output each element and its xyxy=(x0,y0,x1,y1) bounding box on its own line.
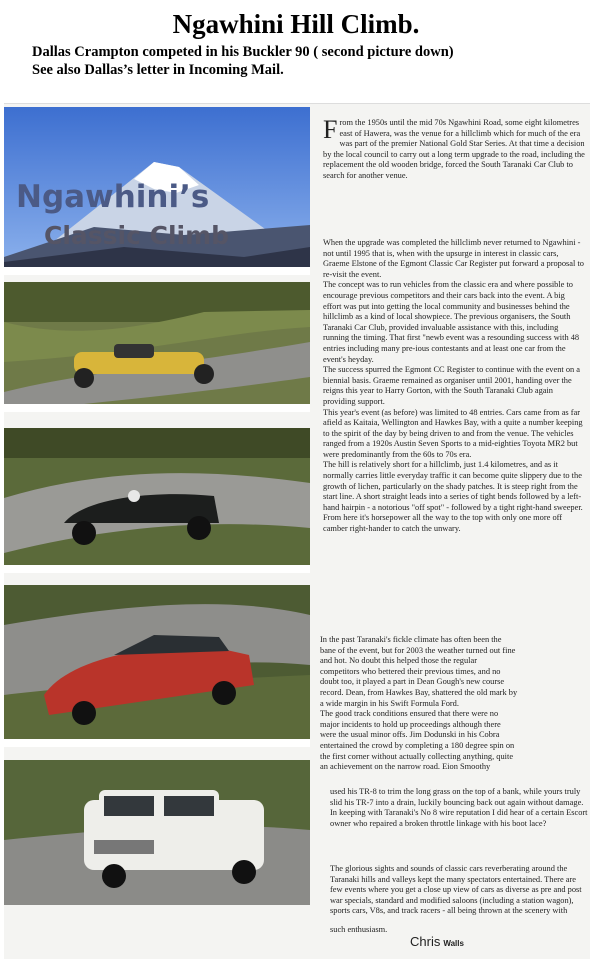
paragraph: This year's event (as before) was limited to 48 entries. Cars came from as far afield as Kaitaia, Wellington and Hawkes Bay, with a quite a number keeping to the spirit of the day by being driven to and from the venue. The vehicles ranged from a 1920s Austin Seven Sports to a mid-eighties Toyota MR2 but were predominantly from the 60s to 70s era. xyxy=(323,407,583,459)
banner-title-line-1: Ngawhini’s xyxy=(16,179,210,215)
paragraph: In the past Taranaki's fickle climate has often been the bane of the event, but for 2003 the weather turned out fine and hot. No doubt this helped those the regular competitors who bettered their previous times, and no doubt too, it played a part in Dean Gough's new course record. Dean, from Hawkes Bay, shattered the old mark by a wide margin in his Swift Formula Ford. xyxy=(320,635,518,708)
paragraph: The concept was to run vehicles from the classic era and where possible to encourage previous competitors and their cars back into the event. A big effort was put into getting the local community and businesses behind the hillclimb as a kind of local showpiece. The previous organisers, the South Taranaki Car Club, provided invaluable assistance with this, including running the timing. That first "newb event was a resounding success with 48 entries including many pre-ious contestants and at least one car from the event's heyday. xyxy=(323,280,580,364)
paragraph: When the upgrade was completed the hillclimb never returned to Ngawhini - not until 1995 that is, when with the upsurge in interest in classic cars, Graeme Elstone of the Egmont Classic Car Register put forward a proposal to re-visit the event. xyxy=(323,238,584,279)
article-column-bottom xyxy=(330,787,588,829)
article-intro xyxy=(323,115,585,182)
banner-title-line-2: Classic Climb xyxy=(44,221,230,250)
paragraph: The success spurred the Egmont CC Register to continue with the event on a biennial basis. Graeme remained as organiser until 2001, handing over the reigns this year to Harry Gorton, with the South Taranaki Club again providing support. xyxy=(323,365,581,406)
signature-first-name: Chris xyxy=(410,934,441,949)
paragraph: used his TR-8 to trim the long grass on the top of a bank, while yours truly slid his TR-7 into a drain, luckily bouncing back out again without damage. xyxy=(330,787,584,807)
race-car-photo-buckler xyxy=(4,282,310,412)
paragraph: The glorious sights and sounds of classic cars reverberating around the Taranaki hills and valleys kept the many spectators entertained. There are few events where you get a close up view of cars as diverse as pre and post war specials, standard and modified saloons (including a station wagon), sports cars, V8s, and track racers - all being thrown at the scenery with xyxy=(330,864,582,916)
page-title: Ngawhini Hill Climb. xyxy=(172,9,420,39)
subtitle-line-2: See also Dallas’s letter in Incoming Mail. xyxy=(32,62,284,78)
subtitle-line-1: Dallas Crampton competed in his Buckler 90 ( second picture down) xyxy=(32,44,454,60)
page-subtitle xyxy=(32,43,572,79)
article-column-main xyxy=(323,238,585,535)
race-car-photo-white-saloon xyxy=(4,760,310,905)
banner-mountain-photo xyxy=(4,107,310,275)
drop-cap: F xyxy=(323,115,338,144)
paragraph: The good track conditions ensured that there were no major incidents to hold up proceedings although there were the usual minor offs. Jim Dodunski in his Cobra entertained the crowd by completing a 180 degree spin on the first corner without actually collecting anything, quite an achievement on the narrow road. Eion Smoothy xyxy=(320,709,515,772)
intro-paragraph: rom the 1950s until the mid 70s Ngawhini Road, some eight kilometres east of Hawera, was the venue for a hillclimb which for much of the era was part of the premier National Gold Star Series. At that time a decision by the local council to carry out a long term upgrade to the road, including the replacement the old wooden bridge, forced the South Taranaki Car Club to search for another venue. xyxy=(323,118,585,180)
paragraph: The hill is relatively short for a hillclimb, just 1.4 kilometres, and as it normally carries little everyday traffic it can become quite slippery due to the growth of lichen, particularly on the shady patches. It is steep right from the start line. A short straight leads into a series of tight bends followed by a left-hand hairpin - a notorious "off spot" - followed by a tight right-hand sweeper. From here it's horsepower all the way to the top with only one more off camber right-hander to catch the unwary. xyxy=(323,460,583,534)
signature-last-name: Walls xyxy=(443,939,464,948)
article-column-lower xyxy=(320,635,518,773)
article-column-closing xyxy=(330,864,588,936)
race-car-photo-red-coupe xyxy=(4,585,310,747)
paragraph: In keeping with Taranaki's No 8 wire reputation I did hear of a certain Escort owner who repaired a broken throttle linkage with his boot lace? xyxy=(330,808,588,828)
paragraph: such enthusiasm. xyxy=(330,924,388,934)
author-signature xyxy=(410,934,464,949)
race-car-photo-sports xyxy=(4,428,310,573)
